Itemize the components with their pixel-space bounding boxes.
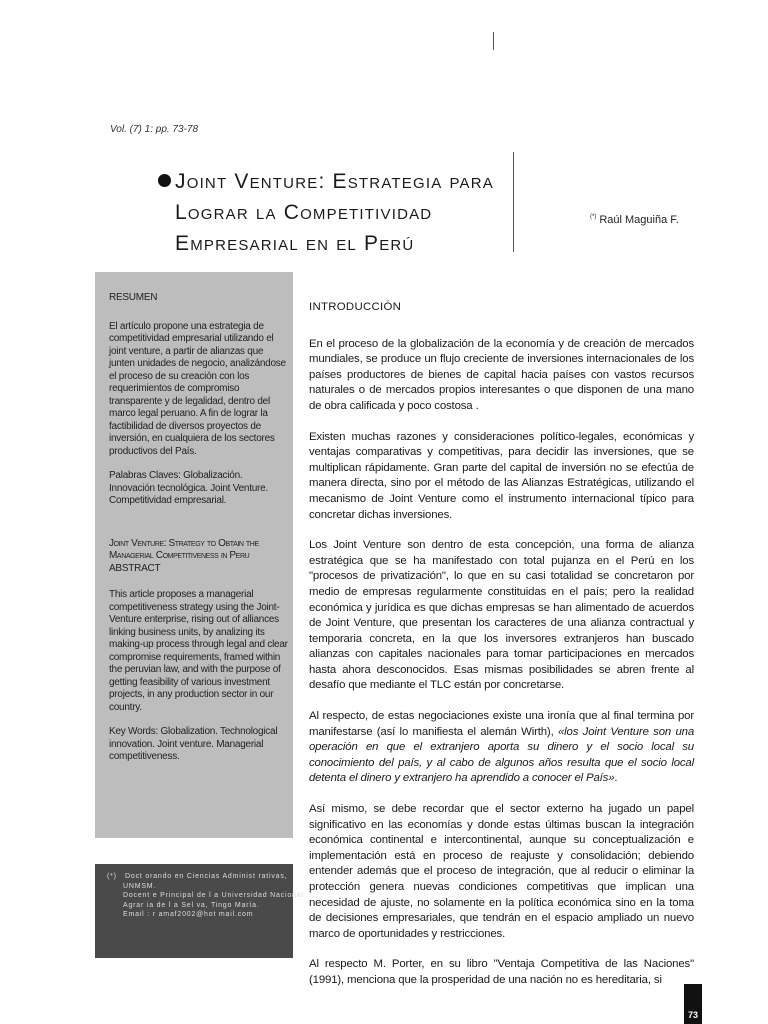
- main-text: [309, 300, 694, 1004]
- resumen-heading: RESUMEN: [109, 292, 158, 303]
- title-line-1: Joint Venture: Estrategia para: [158, 166, 508, 197]
- page-number: 73: [687, 1010, 698, 1020]
- abstract-heading: ABSTRACT: [109, 562, 161, 574]
- footnote-line-4: Agrar ia de l a Sel va, Tingo María.: [123, 901, 260, 909]
- author: [590, 214, 679, 226]
- author-name: Raúl Maguiña F.: [599, 214, 679, 226]
- author-footnote-marker: (*): [590, 214, 597, 221]
- resumen-text: El artículo propone una estrategia de competitividad empresarial utilizando el joint venture, a partir de alianzas que junten unidades de negocio, analizándose el proceso de su creación con los requerimientos de compromiso transparente y de legalidad, dentro del marco legal peruano. A fin de lograr la factibilidad de diversos proyectos de inversión, en cualquiera de los sectores productivos del País.: [109, 320, 286, 457]
- english-title: Joint Venture: Strategy to Obtain the Managerial Competitiveness in Peru: [109, 537, 259, 561]
- title-line-3: Empresarial en el Perú: [175, 232, 415, 255]
- introduction-heading: INTRODUCCIÓN: [309, 301, 402, 313]
- paragraph-4: Al respecto, de estas negociaciones existe una ironía que al final termina por manifestarse (así lo manifiesta el alemán Wirth), «los Joint Venture son una operación en que el extranjero aporta su dinero y el socio local su conocimiento del país, y al cabo de algunos años resulta que el socio local detenta el dinero y extranjero ha aprendido a conocer el País».: [309, 710, 694, 785]
- title-line-2: Lograr la Competitividad: [175, 201, 433, 224]
- paragraph-2: Existen muchas razones y consideraciones político-legales, económicas y ventajas comparativas y competitivas, para decidir las inversiones, que se multiplican rápidamente. Gran parte del capital de inversión no se efectúa de manera directa, sino por el método de las Alianzas Estratégicas, utilizando el mecanismo de Joint Venture como el instrumento internacional típico para concretar dichas inversiones.: [309, 430, 694, 521]
- paragraph-3: Los Joint Venture son dentro de esta concepción, una forma de alianza estratégica que se ha manifestado con total pujanza en el Perú en los "procesos de privatización", lo que en su casi totalidad se concretaron por medio de empresas regularmente constituidas en el país; pero la realidad económica y jurídica es que dichas empresas se han alimentado de acuerdos de Joint Venture, que presentan los caracteres de una alianza contractual y temporaria concreta, en la que los inversores extranjeros han buscado alianzas con capitales nacionales para tomar participaciones en mercados hasta ahora desconocidos. Esas mismas posibilidades se abren frente al desafío que mediante el TLC están por concretarse.: [309, 539, 694, 692]
- article-title: [158, 166, 508, 259]
- abstract-sidebar: [95, 272, 293, 838]
- footnote-line-1: (*) Doct orando en Ciencias Administ rativas,: [107, 873, 288, 880]
- paragraph-6: Al respecto M. Porter, en su libro "Ventaja Competitiva de las Naciones" (1991), menciona que la prosperidad de una nación no es hereditaria, si: [309, 958, 694, 986]
- paragraph-5: Así mismo, se debe recordar que el sector externo ha jugado un papel significativo en las economías y donde estas últimas buscan la integración económica continental e intercontinental, aunque su conceptualización e implementación está en proceso de reajuste y consolidación; debiendo entender además que el proceso de integración, que al reducir o eliminar la protección genera nuevas condiciones competitivas que implican una necesidad de ajuste, no solamente en la política económica sino en la toma de decisiones empresariales, que tendrán en el espacio ampliado un nuevo marco de oportunidades y restricciones.: [309, 803, 694, 940]
- wirth-quote: «los Joint Venture son una operación en que el extranjero aporta su dinero y el socio local su conocimiento del país, y al cabo de algunos años resulta que el socio local detenta el dinero y extranjero ha aprendido a conocer el País»: [309, 725, 694, 785]
- paragraph-1: En el proceso de la globalización de la economía y de creación de mercados mundiales, se produce un flujo creciente de inversiones internacionales de los países productores de bienes de capital hacia países con vastos recursos naturales o de mercados propios interesantes o que disponen de una mano de obra calificada y poco costosa .: [309, 337, 694, 412]
- palabras-claves: Palabras Claves: Globalización. Innovación tecnológica. Joint Venture. Competitividad empresarial.: [109, 470, 268, 506]
- footnote-line-5: Email : r amaf2002@hot mail.com: [123, 911, 254, 918]
- title-divider: [513, 152, 514, 252]
- volume-reference: Vol. (7) 1: pp. 73-78: [110, 124, 199, 135]
- page-number-tab: [684, 984, 702, 1024]
- footnote-line-2: UNMSM.: [123, 882, 157, 890]
- bullet-icon: [158, 174, 171, 187]
- abstract-text: This article proposes a managerial competitiveness strategy using the Joint-Venture enterprise, rising out of alliances linking business units, by analizing its making-up process through legal and clear compromise requirements, framed within the peruvian law, and with the purpose of getting feasibility of various investment projects, in any production sector in our country.: [109, 589, 288, 713]
- author-footnote: [95, 864, 304, 958]
- key-words: Key Words: Globalization. Technological innovation. Joint venture. Managerial competitiveness.: [109, 726, 278, 762]
- footnote-line-3: Docent e Principal de l a Universidad Nacional: [123, 892, 304, 899]
- top-divider: [493, 32, 494, 50]
